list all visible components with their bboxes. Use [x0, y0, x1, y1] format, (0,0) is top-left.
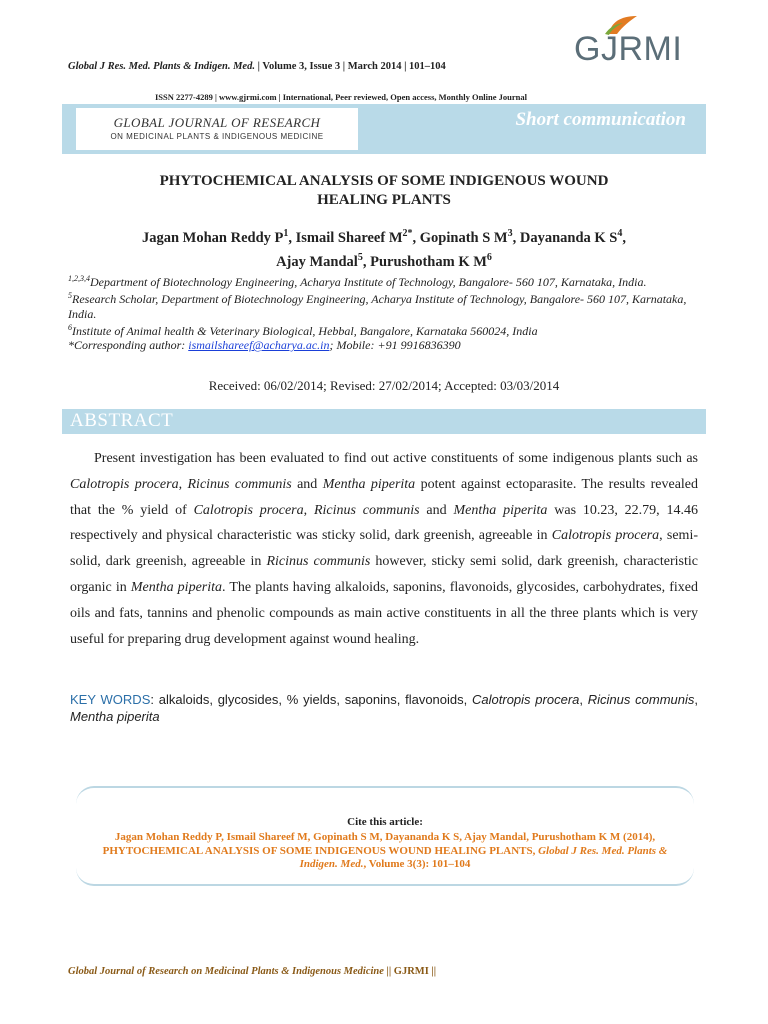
abstract-text-run: Calotropis procera	[551, 528, 660, 544]
citation-run: , Volume 3(3): 101–104	[363, 858, 471, 870]
abstract-header-bar	[62, 409, 706, 434]
author-affiliation-marker: 6	[486, 251, 492, 263]
author-separator: ,	[512, 229, 520, 246]
affiliation-text: Department of Biotechnology Engineering, Acharya Institute of Technology, Bangalore- 560 107, Karnataka, India.	[90, 275, 647, 289]
abstract-text-run: Ricinus communis	[187, 476, 292, 492]
banner-journal-title: GLOBAL JOURNAL OF RESEARCH	[113, 115, 321, 130]
author-affiliation-marker: 2*	[402, 228, 413, 239]
keywords-list	[70, 692, 698, 724]
author-affiliation-marker: 5	[357, 251, 363, 263]
keyword-run: ,	[694, 692, 699, 707]
corresponding-phone: ; Mobile: +91 9916836390	[329, 338, 461, 353]
affiliation-marker: 6	[68, 322, 72, 332]
abstract-text-run: was 10.23, 22.79, 14.46 respectively and physical characteristic was sticky solid, dark greenish, agreeable in	[70, 502, 699, 544]
volume-info: | Volume 3, Issue 3 | March 2014 | 101–104	[254, 61, 446, 72]
keywords-label: KEY WORDS	[70, 692, 151, 707]
author-name: Dayananda K S	[519, 229, 618, 246]
author-name: Gopinath S M	[419, 229, 508, 246]
citation-text	[86, 831, 684, 872]
author-affiliation-marker: 4	[617, 228, 623, 239]
banner-journal-subtitle: ON MEDICINAL PLANTS & INDIGENOUS MEDICINE	[110, 132, 324, 141]
abstract-heading: ABSTRACT	[70, 410, 174, 431]
corresponding-author	[68, 338, 708, 352]
gjrmi-logo	[566, 14, 716, 70]
journal-citation-line	[68, 61, 538, 72]
author-affiliation-marker: 1	[283, 228, 289, 239]
abstract-text-run: Calotropis procera	[70, 476, 179, 492]
author-list	[80, 224, 688, 272]
footer-journal-name: Global Journal of Research on Medicinal Plants & Indigenous Medicine	[68, 966, 384, 977]
affiliation-text: Research Scholar, Department of Biotechnology Engineering, Acharya Institute of Technology, Bangalore- 560 107, Karnataka, India.	[68, 292, 687, 321]
footer	[68, 966, 708, 977]
citation-heading: Cite this article:	[347, 816, 423, 828]
citation-box	[76, 786, 694, 886]
footer-trailing: ||	[428, 966, 437, 977]
author-name: Ismail Shareef M	[295, 229, 403, 246]
abstract-text-run: ,	[178, 476, 188, 492]
abstract-text-run: Ricinus communis	[313, 502, 420, 518]
abstract-text-run: and	[419, 502, 454, 518]
abstract-text-run: however, sticky semi solid, dark greenish, characteristic organic in	[70, 554, 698, 595]
keyword-run: Mentha piperita	[70, 709, 160, 724]
abstract-text-run: Mentha piperita	[453, 502, 548, 518]
abstract-text-run: ,	[303, 502, 314, 518]
affiliation-item	[68, 321, 708, 338]
affiliations	[68, 272, 708, 352]
author-separator: ,	[362, 253, 371, 270]
author-affiliation-marker: 3	[507, 228, 513, 239]
author-name: Ajay Mandal	[276, 253, 358, 270]
abstract-text-run: . The plants having alkaloids, saponins, flavonoids, glycosides, carbohydrates, fixed oils and fats, tannins and phenolic compounds as main active constituents in all the three plants which is very useful for preparing drug development against wound healing.	[70, 579, 698, 647]
keyword-run: ,	[579, 692, 588, 707]
abstract-text-run: and	[291, 476, 323, 492]
article-type-label: Short communication	[515, 109, 686, 130]
affiliation-marker: 5	[68, 291, 72, 301]
abstract-paragraph	[70, 446, 698, 652]
corresponding-email-link[interactable]: ismailshareef@acharya.ac.in	[188, 338, 330, 353]
author-name: Jagan Mohan Reddy P	[141, 229, 284, 246]
title-line-1: PHYTOCHEMICAL ANALYSIS OF SOME INDIGENOUS WOUND	[159, 173, 609, 189]
issn-line: ISSN 2277-4289 | www.gjrmi.com | International, Peer reviewed, Open access, Monthly Online Journal	[155, 92, 527, 102]
corresponding-label: *Corresponding author:	[68, 338, 189, 353]
keyword-run: Calotropis procera	[472, 692, 580, 707]
keywords	[70, 691, 698, 725]
title-line-2: HEALING PLANTS	[317, 192, 451, 208]
keyword-run: Ricinus communis	[587, 692, 695, 707]
author-name: Purushotham K M	[370, 253, 487, 270]
affiliation-marker: 1,2,3,4	[68, 274, 90, 283]
affiliation-text: Institute of Animal health & Veterinary Biological, Hebbal, Bangalore, Karnataka 560024, India	[72, 323, 538, 338]
affiliation-list	[68, 272, 708, 338]
journal-banner	[62, 104, 706, 154]
author-separator: ,	[412, 229, 420, 246]
abstract-text-run: Mentha piperita	[130, 579, 223, 595]
footer-abbrev: GJRMI	[393, 966, 429, 977]
author-separator: ,	[622, 229, 626, 246]
banner-logo-panel	[76, 108, 358, 150]
citation-run: Jagan Mohan Reddy P, Ismail Shareef M, Gopinath S M, Dayananda K S, Ajay Mandal, Purushotham K M (2014), PHYTOCHEMICAL ANALYSIS OF SOME INDIGENOUS WOUND HEALING PLANTS,	[102, 831, 656, 857]
abstract-text-run: Mentha piperita	[322, 476, 416, 492]
journal-abbrev: Global J Res. Med. Plants & Indigen. Med.	[68, 61, 255, 72]
logo-text: GJRMI	[574, 30, 683, 68]
affiliation-item	[68, 289, 708, 321]
abstract-text-run: , semi-solid, dark greenish, agreeable in	[70, 528, 698, 570]
citation-run: Global J Res. Med. Plants & Indigen. Med.	[299, 844, 668, 870]
abstract-text-run: Present investigation has been evaluated to find out active constituents of some indigenous plants such as	[94, 451, 698, 466]
submission-dates: Received: 06/02/2014; Revised: 27/02/2014; Accepted: 03/03/2014	[208, 378, 560, 393]
author-separator: ,	[288, 229, 296, 246]
affiliation-item	[68, 272, 708, 289]
footer-separator: ||	[383, 966, 394, 977]
paper-title	[100, 172, 668, 210]
abstract-text-run: Ricinus communis	[266, 554, 371, 570]
abstract-text-run: Calotropis procera	[193, 502, 304, 518]
abstract-text-run: potent against ectoparasite. The results revealed that the % yield of	[70, 476, 699, 518]
abstract-body	[70, 446, 698, 652]
keyword-run: : alkaloids, glycosides, % yields, saponins, flavonoids,	[150, 692, 473, 707]
